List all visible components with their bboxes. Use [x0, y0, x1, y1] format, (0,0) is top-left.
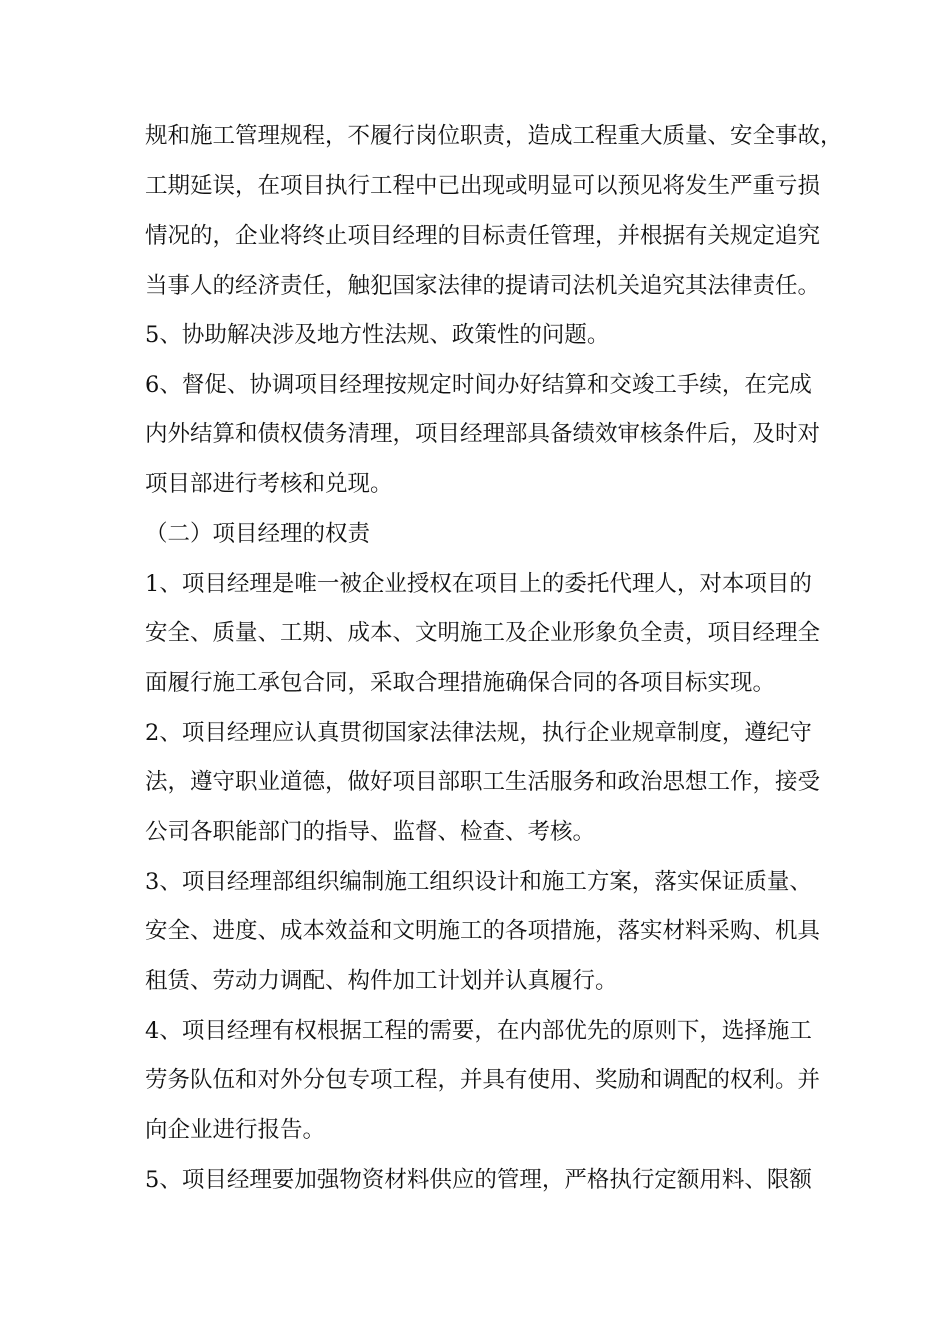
- text-line: 当事人的经济责任，触犯国家法律的提请司法机关追究其法律责任。: [145, 273, 821, 299]
- text-line: 6、督促、协调项目经理按规定时间办好结算和交竣工手续，在完成: [145, 372, 812, 398]
- text-line: 情况的，企业将终止项目经理的目标责任管理，并根据有关规定追究: [145, 223, 821, 249]
- text-line: 规和施工管理规程，不履行岗位职责，造成工程重大质量、安全事故，: [145, 123, 843, 149]
- text-line: 2、项目经理应认真贯彻国家法律法规，执行企业规章制度，遵纪守: [145, 720, 812, 746]
- text-line: 3、项目经理部组织编制施工组织设计和施工方案，落实保证质量、: [145, 869, 812, 895]
- text-line: 4、项目经理有权根据工程的需要，在内部优先的原则下，选择施工: [145, 1018, 812, 1044]
- text-line: 项目部进行考核和兑现。: [145, 471, 393, 497]
- text-line: 安全、质量、工期、成本、文明施工及企业形象负全责，项目经理全: [145, 620, 821, 646]
- text-line: 内外结算和债权债务清理，项目经理部具备绩效审核条件后，及时对: [145, 421, 821, 447]
- text-line: 公司各职能部门的指导、监督、检查、考核。: [145, 819, 596, 845]
- text-line: 1、项目经理是唯一被企业授权在项目上的委托代理人，对本项目的: [145, 571, 812, 597]
- text-line: 劳务队伍和对外分包专项工程，并具有使用、奖励和调配的权利。并: [145, 1067, 821, 1093]
- text-line: 向企业进行报告。: [145, 1117, 326, 1143]
- section-heading: （二）项目经理的权责: [145, 521, 371, 547]
- text-line: 租赁、劳动力调配、构件加工计划并认真履行。: [145, 968, 618, 994]
- text-line: 5、协助解决涉及地方性法规、政策性的问题。: [145, 322, 610, 348]
- text-line: 安全、进度、成本效益和文明施工的各项措施，落实材料采购、机具: [145, 918, 821, 944]
- text-line: 法，遵守职业道德，做好项目部职工生活服务和政治思想工作，接受: [145, 769, 821, 795]
- text-line: 工期延误，在项目执行工程中已出现或明显可以预见将发生严重亏损: [145, 173, 821, 199]
- text-line: 5、项目经理要加强物资材料供应的管理，严格执行定额用料、限额: [145, 1167, 812, 1193]
- text-line: 面履行施工承包合同，采取合理措施确保合同的各项目标实现。: [145, 670, 776, 696]
